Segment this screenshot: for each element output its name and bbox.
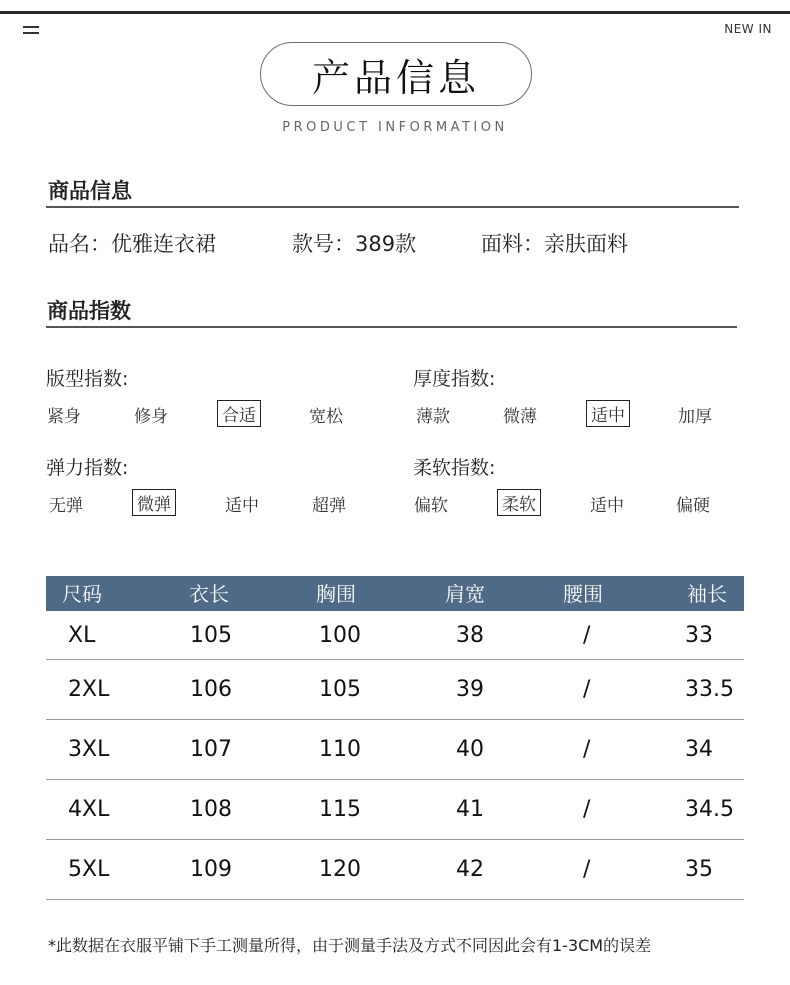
- thickness-option: 薄款: [416, 407, 450, 427]
- table-cell: 108: [190, 797, 232, 822]
- product-name: 品名：优雅连衣裙: [48, 232, 216, 256]
- table-cell: 42: [456, 857, 484, 882]
- column-header: 胸围: [316, 582, 356, 606]
- table-row: [46, 660, 744, 720]
- thickness-option: 加厚: [678, 407, 712, 427]
- table-cell: 4XL: [68, 797, 110, 822]
- table-cell: XL: [68, 623, 96, 648]
- fabric: 面料：亲肤面料: [481, 232, 628, 256]
- table-cell: 35: [685, 857, 713, 882]
- softness-option: 偏硬: [676, 496, 710, 516]
- table-cell: 34.5: [685, 797, 734, 822]
- page-subtitle: PRODUCT INFORMATION: [282, 120, 508, 135]
- softness-option: 适中: [590, 496, 624, 516]
- table-row: [46, 611, 744, 660]
- table-cell: 106: [190, 677, 232, 702]
- table-cell: 115: [319, 797, 361, 822]
- fit-index-title: 版型指数:: [46, 368, 129, 390]
- new-in-label: NEW IN: [724, 22, 772, 36]
- column-header: 腰围: [563, 582, 603, 606]
- table-cell: 107: [190, 737, 232, 762]
- table-cell: /: [583, 737, 591, 762]
- softness-index-title: 柔软指数:: [413, 457, 496, 479]
- top-divider: [0, 11, 790, 14]
- table-cell: /: [583, 857, 591, 882]
- table-cell: 33.5: [685, 677, 734, 702]
- fit-option: 修身: [134, 407, 168, 427]
- table-cell: 41: [456, 797, 484, 822]
- table-cell: 3XL: [68, 737, 110, 762]
- table-cell: 34: [685, 737, 713, 762]
- softness-option: 偏软: [414, 496, 448, 516]
- product-index-heading: 商品指数: [47, 299, 131, 323]
- product-info-heading: 商品信息: [48, 179, 132, 203]
- fit-option: 宽松: [309, 407, 343, 427]
- table-cell: 39: [456, 677, 484, 702]
- size-table: [46, 576, 744, 900]
- measurement-note: *此数据在衣服平铺下手工测量所得，由于测量手法及方式不同因此会有1-3CM的误差: [48, 936, 652, 955]
- thickness-index-title: 厚度指数:: [413, 368, 496, 390]
- column-header: 袖长: [687, 582, 727, 606]
- section-divider: [46, 206, 739, 208]
- column-header: 肩宽: [445, 582, 485, 606]
- table-cell: 120: [319, 857, 361, 882]
- table-row: [46, 780, 744, 840]
- menu-icon[interactable]: [23, 25, 39, 35]
- table-cell: /: [583, 677, 591, 702]
- table-header: [46, 576, 744, 611]
- softness-option-selected: 柔软: [497, 489, 541, 516]
- column-header: 衣长: [189, 582, 229, 606]
- elasticity-option: 适中: [225, 496, 259, 516]
- thickness-option: 微薄: [503, 407, 537, 427]
- thickness-option-selected: 适中: [586, 400, 630, 427]
- table-cell: 110: [319, 737, 361, 762]
- column-header: 尺码: [62, 582, 102, 606]
- table-row: [46, 720, 744, 780]
- table-cell: 33: [685, 623, 713, 648]
- table-cell: /: [583, 623, 591, 648]
- elasticity-option: 无弹: [49, 496, 83, 516]
- elasticity-option: 超弹: [312, 496, 346, 516]
- table-cell: 2XL: [68, 677, 110, 702]
- page-title: 产品信息: [260, 42, 532, 106]
- table-cell: 105: [190, 623, 232, 648]
- table-cell: 105: [319, 677, 361, 702]
- table-cell: 100: [319, 623, 361, 648]
- fit-option-selected: 合适: [217, 400, 261, 427]
- table-cell: /: [583, 797, 591, 822]
- fit-option: 紧身: [47, 407, 81, 427]
- style-number: 款号：389款: [292, 232, 417, 256]
- table-cell: 5XL: [68, 857, 110, 882]
- table-row: [46, 840, 744, 900]
- table-cell: 38: [456, 623, 484, 648]
- section-divider: [46, 326, 737, 328]
- elasticity-option-selected: 微弹: [132, 489, 176, 516]
- elasticity-index-title: 弹力指数:: [46, 457, 129, 479]
- table-cell: 109: [190, 857, 232, 882]
- table-cell: 40: [456, 737, 484, 762]
